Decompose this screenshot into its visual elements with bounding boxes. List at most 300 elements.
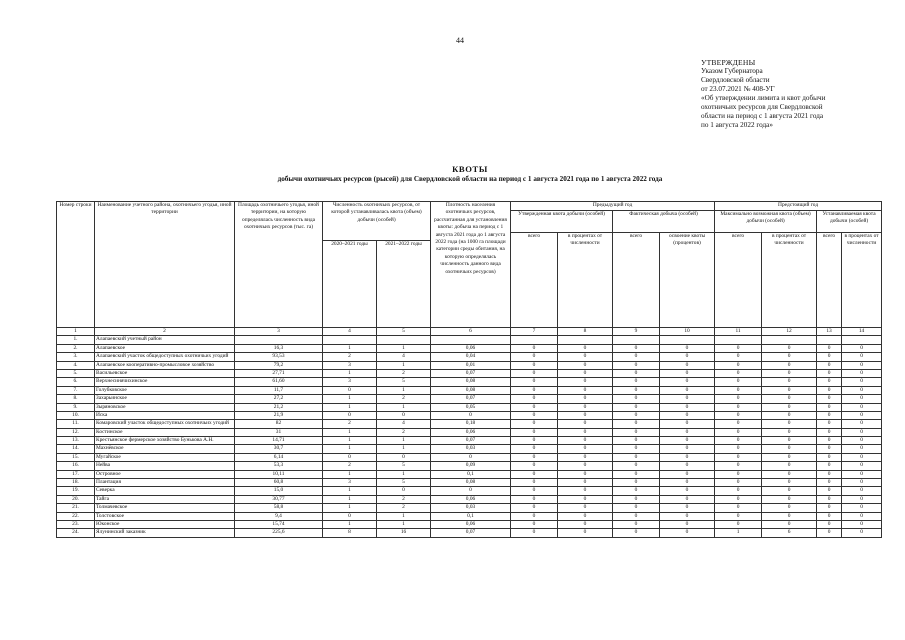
- table-cell: 16: [377, 529, 431, 537]
- table-cell: 23.: [57, 520, 95, 528]
- table-cell: 0: [715, 378, 762, 386]
- table-cell: 0: [817, 395, 842, 403]
- table-cell: 0: [762, 445, 817, 453]
- header-set-quota: Устанавливаемая квота добычи (особей): [817, 211, 882, 233]
- table-cell: 0: [817, 378, 842, 386]
- table-cell: 0: [762, 344, 817, 352]
- table-cell: 0: [613, 378, 660, 386]
- table-cell: 1: [377, 437, 431, 445]
- table-cell: 0: [558, 353, 613, 361]
- table-row: [57, 378, 882, 386]
- table-cell: 0: [613, 386, 660, 394]
- table-row: [57, 411, 882, 419]
- column-number-cell: 13: [817, 328, 842, 336]
- table-cell: 2: [377, 369, 431, 377]
- table-cell: 0: [613, 420, 660, 428]
- column-number-cell: 6: [431, 328, 511, 336]
- table-cell: 0: [762, 353, 817, 361]
- table-row: [57, 470, 882, 478]
- table-cell: 2: [323, 353, 377, 361]
- table-cell: Алапаевское: [95, 344, 235, 352]
- header-total: всего: [511, 233, 558, 328]
- table-cell: 0: [558, 403, 613, 411]
- table-cell: 13.: [57, 437, 95, 445]
- table-cell: 0: [817, 470, 842, 478]
- table-cell: 5: [377, 462, 431, 470]
- table-cell: 8: [323, 529, 377, 537]
- table-cell: 15,74: [235, 520, 323, 528]
- table-cell: 0: [613, 403, 660, 411]
- table-cell: 1: [323, 344, 377, 352]
- table-row: [57, 361, 882, 369]
- table-cell: 5: [377, 378, 431, 386]
- table-cell: 27,71: [235, 369, 323, 377]
- table-cell: 0: [762, 520, 817, 528]
- table-cell: 0: [613, 344, 660, 352]
- table-cell: 0: [558, 529, 613, 537]
- document-title-block: [120, 164, 820, 183]
- table-cell: 0: [715, 395, 762, 403]
- table-cell: 53,3: [235, 462, 323, 470]
- table-cell: 0: [842, 378, 882, 386]
- table-cell: 1: [377, 386, 431, 394]
- table-cell: [431, 336, 511, 344]
- table-cell: 0: [817, 386, 842, 394]
- table-cell: 0,08: [431, 386, 511, 394]
- table-cell: 3: [323, 361, 377, 369]
- table-cell: 0: [762, 495, 817, 503]
- approval-stamp: [701, 58, 891, 130]
- table-cell: Махнёвское: [95, 445, 235, 453]
- table-cell: 0,06: [431, 344, 511, 352]
- table-cell: 0,07: [431, 395, 511, 403]
- table-cell: 0: [613, 512, 660, 520]
- table-cell: 0: [558, 369, 613, 377]
- table-row: [57, 369, 882, 377]
- table-cell: 0,1: [431, 470, 511, 478]
- table-cell: 0: [558, 479, 613, 487]
- table-cell: 0: [511, 369, 558, 377]
- table-cell: 0: [558, 386, 613, 394]
- table-cell: 0: [817, 479, 842, 487]
- table-cell: 0: [431, 453, 511, 461]
- table-cell: 0: [660, 353, 715, 361]
- table-cell: 0: [762, 437, 817, 445]
- table-row: [57, 462, 882, 470]
- table-cell: 1: [323, 504, 377, 512]
- quota-table: [56, 201, 882, 538]
- table-cell: 0: [715, 495, 762, 503]
- table-cell: 0: [715, 479, 762, 487]
- table-cell: 0: [762, 403, 817, 411]
- table-cell: 0: [715, 420, 762, 428]
- table-row: [57, 495, 882, 503]
- table-cell: 6.: [57, 378, 95, 386]
- table-cell: 0: [762, 504, 817, 512]
- table-cell: 0: [817, 520, 842, 528]
- table-cell: 7.: [57, 386, 95, 394]
- table-cell: Голубковское: [95, 386, 235, 394]
- table-cell: 0: [558, 462, 613, 470]
- table-cell: 2: [323, 420, 377, 428]
- table-cell: 1: [323, 487, 377, 495]
- table-cell: 0: [660, 529, 715, 537]
- table-cell: 0: [660, 395, 715, 403]
- table-row: [57, 353, 882, 361]
- table-cell: 6,14: [235, 453, 323, 461]
- approval-line: области на период с 1 августа 2021 года: [701, 112, 824, 120]
- table-cell: [323, 336, 377, 344]
- table-cell: 0: [817, 445, 842, 453]
- table-cell: 0: [660, 470, 715, 478]
- table-row: [57, 395, 882, 403]
- table-cell: 0: [613, 462, 660, 470]
- table-cell: 0: [511, 479, 558, 487]
- table-cell: 0: [558, 420, 613, 428]
- table-cell: 0: [377, 411, 431, 419]
- column-number-cell: 12: [762, 328, 817, 336]
- table-cell: 0: [715, 353, 762, 361]
- table-cell: 0: [660, 411, 715, 419]
- table-cell: 0: [817, 504, 842, 512]
- table-cell: 10.: [57, 411, 95, 419]
- table-cell: 14,71: [235, 437, 323, 445]
- table-cell: 11.: [57, 420, 95, 428]
- table-cell: 0: [660, 495, 715, 503]
- table-cell: 14.: [57, 445, 95, 453]
- table-cell: Юконское: [95, 520, 235, 528]
- table-cell: Ялунинский заказник: [95, 529, 235, 537]
- table-cell: 30,77: [235, 495, 323, 503]
- header-approved-quota: Утвержденная квота добычи (особей): [511, 211, 613, 233]
- table-cell: 16,3: [235, 344, 323, 352]
- table-cell: 0: [762, 386, 817, 394]
- table-cell: 20.: [57, 495, 95, 503]
- table-cell: 0: [558, 411, 613, 419]
- table-cell: 4: [377, 353, 431, 361]
- table-cell: 0: [613, 520, 660, 528]
- table-cell: 93,53: [235, 353, 323, 361]
- table-cell: 0: [762, 411, 817, 419]
- table-cell: 79,2: [235, 361, 323, 369]
- table-cell: 9.: [57, 403, 95, 411]
- table-cell: 0: [817, 369, 842, 377]
- table-cell: 0: [842, 495, 882, 503]
- header-pop-2020: 2020–2021 годы: [323, 241, 377, 328]
- header-row-number: Номер строки: [57, 202, 95, 328]
- table-cell: 0: [511, 395, 558, 403]
- table-cell: 0: [660, 512, 715, 520]
- table-cell: 1: [323, 520, 377, 528]
- table-cell: 0: [817, 529, 842, 537]
- table-cell: 0,06: [431, 495, 511, 503]
- column-number-cell: 10: [660, 328, 715, 336]
- document-title: КВОТЫ: [452, 164, 488, 174]
- table-row: [57, 336, 882, 344]
- table-cell: 0: [511, 512, 558, 520]
- table-cell: 1: [377, 361, 431, 369]
- table-cell: 0: [842, 504, 882, 512]
- table-cell: [817, 336, 842, 344]
- table-cell: 0: [817, 437, 842, 445]
- table-cell: 0: [762, 487, 817, 495]
- table-cell: 0: [842, 462, 882, 470]
- table-cell: 0: [511, 420, 558, 428]
- table-cell: 15.: [57, 453, 95, 461]
- table-cell: 0: [660, 504, 715, 512]
- table-row: [57, 487, 882, 495]
- column-number-cell: 1: [57, 328, 95, 336]
- table-cell: 0: [660, 403, 715, 411]
- header-total: всего: [715, 233, 762, 328]
- table-cell: 0: [613, 428, 660, 436]
- table-cell: 0: [660, 386, 715, 394]
- table-cell: 1.: [57, 336, 95, 344]
- column-number-cell: 9: [613, 328, 660, 336]
- table-cell: 0: [842, 411, 882, 419]
- table-cell: 0: [817, 353, 842, 361]
- table-cell: 0: [511, 487, 558, 495]
- table-cell: Мугайское: [95, 453, 235, 461]
- table-cell: 0: [762, 479, 817, 487]
- approval-line: по 1 августа 2022 года»: [701, 121, 773, 129]
- table-cell: 0: [715, 403, 762, 411]
- table-cell: 0: [715, 453, 762, 461]
- table-cell: 58,8: [235, 504, 323, 512]
- table-cell: 0: [842, 386, 882, 394]
- approval-line: Свердловской области: [701, 76, 770, 84]
- table-row: [57, 445, 882, 453]
- table-cell: 0: [660, 520, 715, 528]
- table-cell: Алапаевский участок общедоступных охотничьих угодий: [95, 353, 235, 361]
- table-cell: 2: [323, 462, 377, 470]
- table-cell: 21,2: [235, 403, 323, 411]
- table-row: [57, 512, 882, 520]
- table-cell: 0: [511, 344, 558, 352]
- table-cell: 3: [323, 378, 377, 386]
- table-cell: 0: [762, 420, 817, 428]
- column-number-cell: 14: [842, 328, 882, 336]
- table-cell: 0: [613, 470, 660, 478]
- column-number-cell: 11: [715, 328, 762, 336]
- table-cell: 17.: [57, 470, 95, 478]
- table-cell: 1: [377, 344, 431, 352]
- table-cell: 0: [762, 462, 817, 470]
- table-cell: 19.: [57, 487, 95, 495]
- table-cell: 0: [511, 403, 558, 411]
- column-number-row: [57, 328, 882, 336]
- table-cell: 0: [511, 529, 558, 537]
- table-cell: 0: [842, 529, 882, 537]
- table-cell: 0,03: [431, 445, 511, 453]
- table-cell: 1: [377, 470, 431, 478]
- table-cell: 0: [715, 369, 762, 377]
- table-cell: 0: [762, 453, 817, 461]
- document-subtitle: добычи охотничьих ресурсов (рысей) для Свердловской области на период с 1 августа 2021 года по 1 августа 2022 года: [277, 175, 663, 183]
- table-cell: 30,7: [235, 445, 323, 453]
- table-cell: 0: [511, 495, 558, 503]
- column-number-cell: 2: [95, 328, 235, 336]
- approval-line: Указом Губернатора: [701, 67, 763, 75]
- table-cell: 0: [762, 378, 817, 386]
- table-cell: 0: [715, 386, 762, 394]
- table-cell: 0: [613, 479, 660, 487]
- table-cell: 8.: [57, 395, 95, 403]
- table-cell: 0: [842, 369, 882, 377]
- table-cell: 0: [613, 445, 660, 453]
- header-previous-year: Предыдущий год: [511, 202, 715, 211]
- table-cell: 11,7: [235, 386, 323, 394]
- table-cell: Тайга: [95, 495, 235, 503]
- table-cell: [715, 336, 762, 344]
- approval-line: «Об утверждении лимита и квот добычи: [701, 94, 826, 102]
- table-cell: 0: [511, 353, 558, 361]
- table-cell: Захарьинское: [95, 395, 235, 403]
- header-population: Численность охотничьих ресурсов, от которой устанавливалась квота (объем) добычи (особей): [323, 202, 431, 241]
- table-cell: 1: [715, 529, 762, 537]
- table-cell: Северка: [95, 487, 235, 495]
- table-cell: 1: [377, 512, 431, 520]
- table-cell: 21,9: [235, 411, 323, 419]
- table-cell: Плантация: [95, 479, 235, 487]
- header-pop-2021: 2021–2022 годы: [377, 241, 431, 328]
- table-cell: 0: [558, 437, 613, 445]
- table-cell: 0: [762, 361, 817, 369]
- table-cell: 10,11: [235, 470, 323, 478]
- table-cell: 0: [762, 470, 817, 478]
- table-cell: 27,2: [235, 395, 323, 403]
- table-cell: 3: [323, 479, 377, 487]
- table-cell: 0: [377, 487, 431, 495]
- table-cell: 0: [762, 369, 817, 377]
- table-cell: 0: [511, 470, 558, 478]
- table-cell: 0: [660, 369, 715, 377]
- header-area-name: Наименование учетного района, охотничьего угодья, иной территории: [95, 202, 235, 328]
- table-cell: 0,07: [431, 369, 511, 377]
- table-cell: 0: [842, 520, 882, 528]
- table-cell: 0: [613, 495, 660, 503]
- table-cell: Комаровский участок общедоступных охотничьих угодий: [95, 420, 235, 428]
- table-cell: 0,01: [431, 361, 511, 369]
- table-cell: 0: [817, 344, 842, 352]
- approval-heading: УТВЕРЖДЕНЫ: [701, 58, 756, 67]
- table-cell: 0: [511, 462, 558, 470]
- header-total: всего: [613, 233, 660, 328]
- table-cell: 1: [323, 437, 377, 445]
- table-cell: 0: [511, 520, 558, 528]
- table-cell: 0: [558, 445, 613, 453]
- table-cell: 0: [715, 437, 762, 445]
- table-cell: 0: [613, 395, 660, 403]
- table-cell: 0: [715, 411, 762, 419]
- header-pct-of-population: в процентах от численности: [842, 233, 882, 328]
- header-max-quota: Максимально возможная квота (объем) добычи (особей): [715, 211, 817, 233]
- table-cell: 0: [613, 361, 660, 369]
- table-cell: 0: [842, 361, 882, 369]
- table-cell: 15,0: [235, 487, 323, 495]
- table-cell: 0: [511, 445, 558, 453]
- table-cell: 1: [323, 495, 377, 503]
- table-cell: 0,08: [431, 479, 511, 487]
- table-cell: 0: [511, 453, 558, 461]
- table-cell: 0: [660, 437, 715, 445]
- table-cell: 0: [660, 344, 715, 352]
- table-cell: 0: [842, 403, 882, 411]
- table-cell: 0,06: [431, 428, 511, 436]
- table-cell: 0: [817, 420, 842, 428]
- table-cell: 0: [660, 479, 715, 487]
- table-cell: 0: [762, 395, 817, 403]
- table-cell: [558, 336, 613, 344]
- table-cell: 0: [660, 445, 715, 453]
- table-row: [57, 520, 882, 528]
- table-cell: 0: [323, 411, 377, 419]
- table-cell: 0: [817, 361, 842, 369]
- table-cell: Костинское: [95, 428, 235, 436]
- table-cell: [660, 336, 715, 344]
- table-cell: 2.: [57, 344, 95, 352]
- table-cell: 0: [558, 495, 613, 503]
- table-cell: 0: [613, 411, 660, 419]
- table-cell: 0: [613, 504, 660, 512]
- table-cell: 0: [323, 512, 377, 520]
- table-cell: 0: [842, 395, 882, 403]
- table-cell: 1: [323, 403, 377, 411]
- page-number: 44: [456, 36, 464, 45]
- table-cell: 2: [377, 428, 431, 436]
- table-cell: 0: [511, 378, 558, 386]
- table-cell: Зыряновское: [95, 403, 235, 411]
- table-row: [57, 504, 882, 512]
- table-cell: 0: [558, 512, 613, 520]
- table-cell: 0: [511, 428, 558, 436]
- header-pct-of-quota: освоение квоты (процентов): [660, 233, 715, 328]
- table-cell: 0,07: [431, 529, 511, 537]
- table-cell: 1: [323, 470, 377, 478]
- table-cell: 0,18: [431, 420, 511, 428]
- table-cell: 0: [842, 487, 882, 495]
- table-cell: Островное: [95, 470, 235, 478]
- table-cell: 0,04: [431, 353, 511, 361]
- table-cell: 3.: [57, 353, 95, 361]
- table-cell: 4: [377, 420, 431, 428]
- table-row: [57, 344, 882, 352]
- table-cell: 1: [323, 369, 377, 377]
- table-cell: 225,6: [235, 529, 323, 537]
- table-cell: 0: [323, 453, 377, 461]
- table-cell: 0: [558, 504, 613, 512]
- table-cell: 0: [613, 529, 660, 537]
- table-cell: 0: [715, 428, 762, 436]
- table-cell: 5.: [57, 369, 95, 377]
- table-cell: 0: [842, 470, 882, 478]
- table-cell: 1: [377, 403, 431, 411]
- table-row: [57, 403, 882, 411]
- table-cell: 0: [558, 453, 613, 461]
- table-cell: 0: [842, 344, 882, 352]
- header-area-size: Площадь охотничьего угодья, иной территории, на которую определялась численность вида охотничьих ресурсов (тыс. га): [235, 202, 323, 328]
- table-cell: [762, 336, 817, 344]
- column-number-cell: 4: [323, 328, 377, 336]
- table-cell: 0: [842, 512, 882, 520]
- table-cell: 0: [715, 504, 762, 512]
- table-cell: 0: [377, 453, 431, 461]
- table-cell: Крестьянское фермерское хозяйство Бунькова А.Н.: [95, 437, 235, 445]
- table-cell: 0: [558, 378, 613, 386]
- table-cell: 1: [323, 428, 377, 436]
- table-cell: 0: [558, 428, 613, 436]
- table-cell: 0: [558, 395, 613, 403]
